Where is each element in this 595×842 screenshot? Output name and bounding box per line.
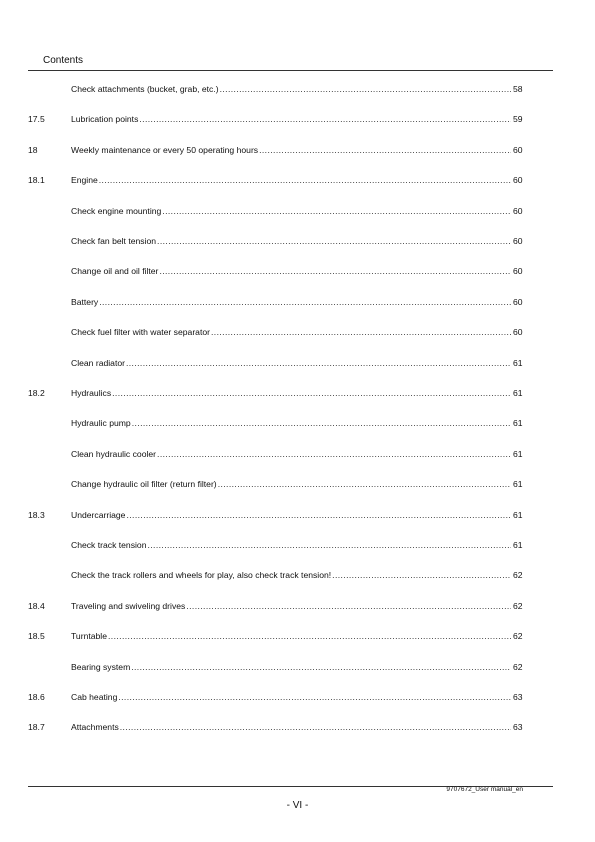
toc-entry[interactable] <box>0 295 595 309</box>
dot-leader <box>131 660 511 674</box>
toc-entry[interactable] <box>0 568 595 582</box>
dot-leader <box>157 447 511 461</box>
toc-entry-title: Traveling and swiveling drives <box>71 600 186 611</box>
page-header-title: Contents <box>43 55 84 66</box>
dot-leader <box>132 416 511 430</box>
toc-entry-page: 61 <box>513 448 523 459</box>
toc-entry-page: 61 <box>513 479 523 490</box>
toc-entry-number: 17.5 <box>28 114 45 125</box>
dot-leader <box>211 325 511 339</box>
toc-entry-title: Clean hydraulic cooler <box>71 448 157 459</box>
toc-entry-number: 18 <box>28 144 38 155</box>
toc-entry[interactable] <box>0 720 595 734</box>
toc-entry-title: Undercarriage <box>71 509 126 520</box>
toc-entry-title: Check the track rollers and wheels for play, also check track tension! <box>71 570 332 581</box>
toc-entry-page: 62 <box>513 661 523 672</box>
toc-entry-page: 60 <box>513 144 523 155</box>
dot-leader <box>118 690 511 704</box>
toc-entry-title: Lubrication points <box>71 114 139 125</box>
toc-entry-title: Hydraulic pump <box>71 418 131 429</box>
toc-entry-page: 62 <box>513 600 523 611</box>
toc-entry-number: 18.3 <box>28 509 45 520</box>
toc-entry-page: 62 <box>513 631 523 642</box>
dot-leader <box>259 143 511 157</box>
page-number: - VI - <box>286 800 309 811</box>
toc-entry[interactable] <box>0 173 595 187</box>
toc-entry[interactable] <box>0 477 595 491</box>
toc-entry-number: 18.4 <box>28 600 45 611</box>
dot-leader <box>99 173 511 187</box>
toc-entry-title: Check track tension <box>71 540 147 550</box>
dot-leader <box>332 568 511 582</box>
toc-entry[interactable] <box>0 143 595 157</box>
toc-entry-page: 60 <box>513 296 523 307</box>
toc-entry-title: Battery <box>71 296 99 307</box>
toc-entry-page: 60 <box>513 175 523 186</box>
dot-leader <box>139 112 511 126</box>
toc-entry-title: Hydraulics <box>71 388 112 398</box>
dot-leader <box>147 538 511 552</box>
toc-entry[interactable] <box>0 112 595 126</box>
toc-entry-title: Turntable <box>71 631 107 642</box>
dot-leader <box>157 234 511 248</box>
toc-entry-title: Cab heating <box>71 692 118 702</box>
toc-entry[interactable] <box>0 204 595 218</box>
dot-leader <box>112 386 511 400</box>
toc-entry-page: 60 <box>513 236 523 246</box>
toc-entry-page: 63 <box>513 692 523 702</box>
toc-entry-page: 61 <box>513 357 523 368</box>
toc-entry-page: 61 <box>513 540 523 550</box>
toc-entry-page: 60 <box>513 327 523 338</box>
toc-entry-title: Check attachments (bucket, grab, etc.) <box>71 84 219 94</box>
toc-entry[interactable] <box>0 356 595 370</box>
toc-entry-title: Change hydraulic oil filter (return filter) <box>71 479 217 490</box>
toc-entry[interactable] <box>0 538 595 552</box>
toc-entry-title: Check engine mounting <box>71 205 162 216</box>
document-reference: 9707672_User manual_en <box>446 786 523 793</box>
toc-entry-page: 63 <box>513 722 523 733</box>
dot-leader <box>218 477 511 491</box>
toc-entry-title: Weekly maintenance or every 50 operating hours <box>71 144 259 155</box>
toc-entry[interactable] <box>0 325 595 339</box>
toc-entry-page: 60 <box>513 266 523 277</box>
dot-leader <box>108 629 511 643</box>
toc-entry-title: Engine <box>71 175 98 186</box>
toc-entry-page: 61 <box>513 418 523 429</box>
toc-entry-number: 18.1 <box>28 175 45 186</box>
toc-entry-number: 18.2 <box>28 388 45 398</box>
toc-entry[interactable] <box>0 508 595 522</box>
toc-entry[interactable] <box>0 599 595 613</box>
toc-entry-number: 18.7 <box>28 722 45 733</box>
toc-entry-page: 62 <box>513 570 523 581</box>
toc-entry[interactable] <box>0 660 595 674</box>
dot-leader <box>120 720 511 734</box>
toc-entry-page: 61 <box>513 388 523 398</box>
toc-entry-page: 61 <box>513 509 523 520</box>
toc-entry-title: Attachments <box>71 722 119 733</box>
toc-entry-title: Change oil and oil filter <box>71 266 159 277</box>
dot-leader <box>99 295 511 309</box>
toc-entry-page: 60 <box>513 205 523 216</box>
toc-entry[interactable] <box>0 386 595 400</box>
toc-entry[interactable] <box>0 629 595 643</box>
toc-entry[interactable] <box>0 416 595 430</box>
toc-entry[interactable] <box>0 82 595 96</box>
toc-entry-number: 18.5 <box>28 631 45 642</box>
dot-leader <box>186 599 511 613</box>
toc-entry-title: Clean radiator <box>71 357 125 368</box>
toc-entry[interactable] <box>0 234 595 248</box>
dot-leader <box>126 508 511 522</box>
toc-entry-title: Bearing system <box>71 661 131 672</box>
dot-leader <box>126 356 511 370</box>
toc-entry-page: 58 <box>513 84 523 94</box>
header-rule <box>28 70 553 71</box>
toc-entry-title: Check fan belt tension <box>71 236 157 246</box>
dot-leader <box>220 82 511 96</box>
toc-entry[interactable] <box>0 264 595 278</box>
toc-entry-title: Check fuel filter with water separator <box>71 327 210 338</box>
dot-leader <box>162 204 511 218</box>
toc-entry[interactable] <box>0 447 595 461</box>
toc-entry-page: 59 <box>513 114 523 125</box>
toc-entry-number: 18.6 <box>28 692 45 702</box>
dot-leader <box>159 264 511 278</box>
toc-entry[interactable] <box>0 690 595 704</box>
